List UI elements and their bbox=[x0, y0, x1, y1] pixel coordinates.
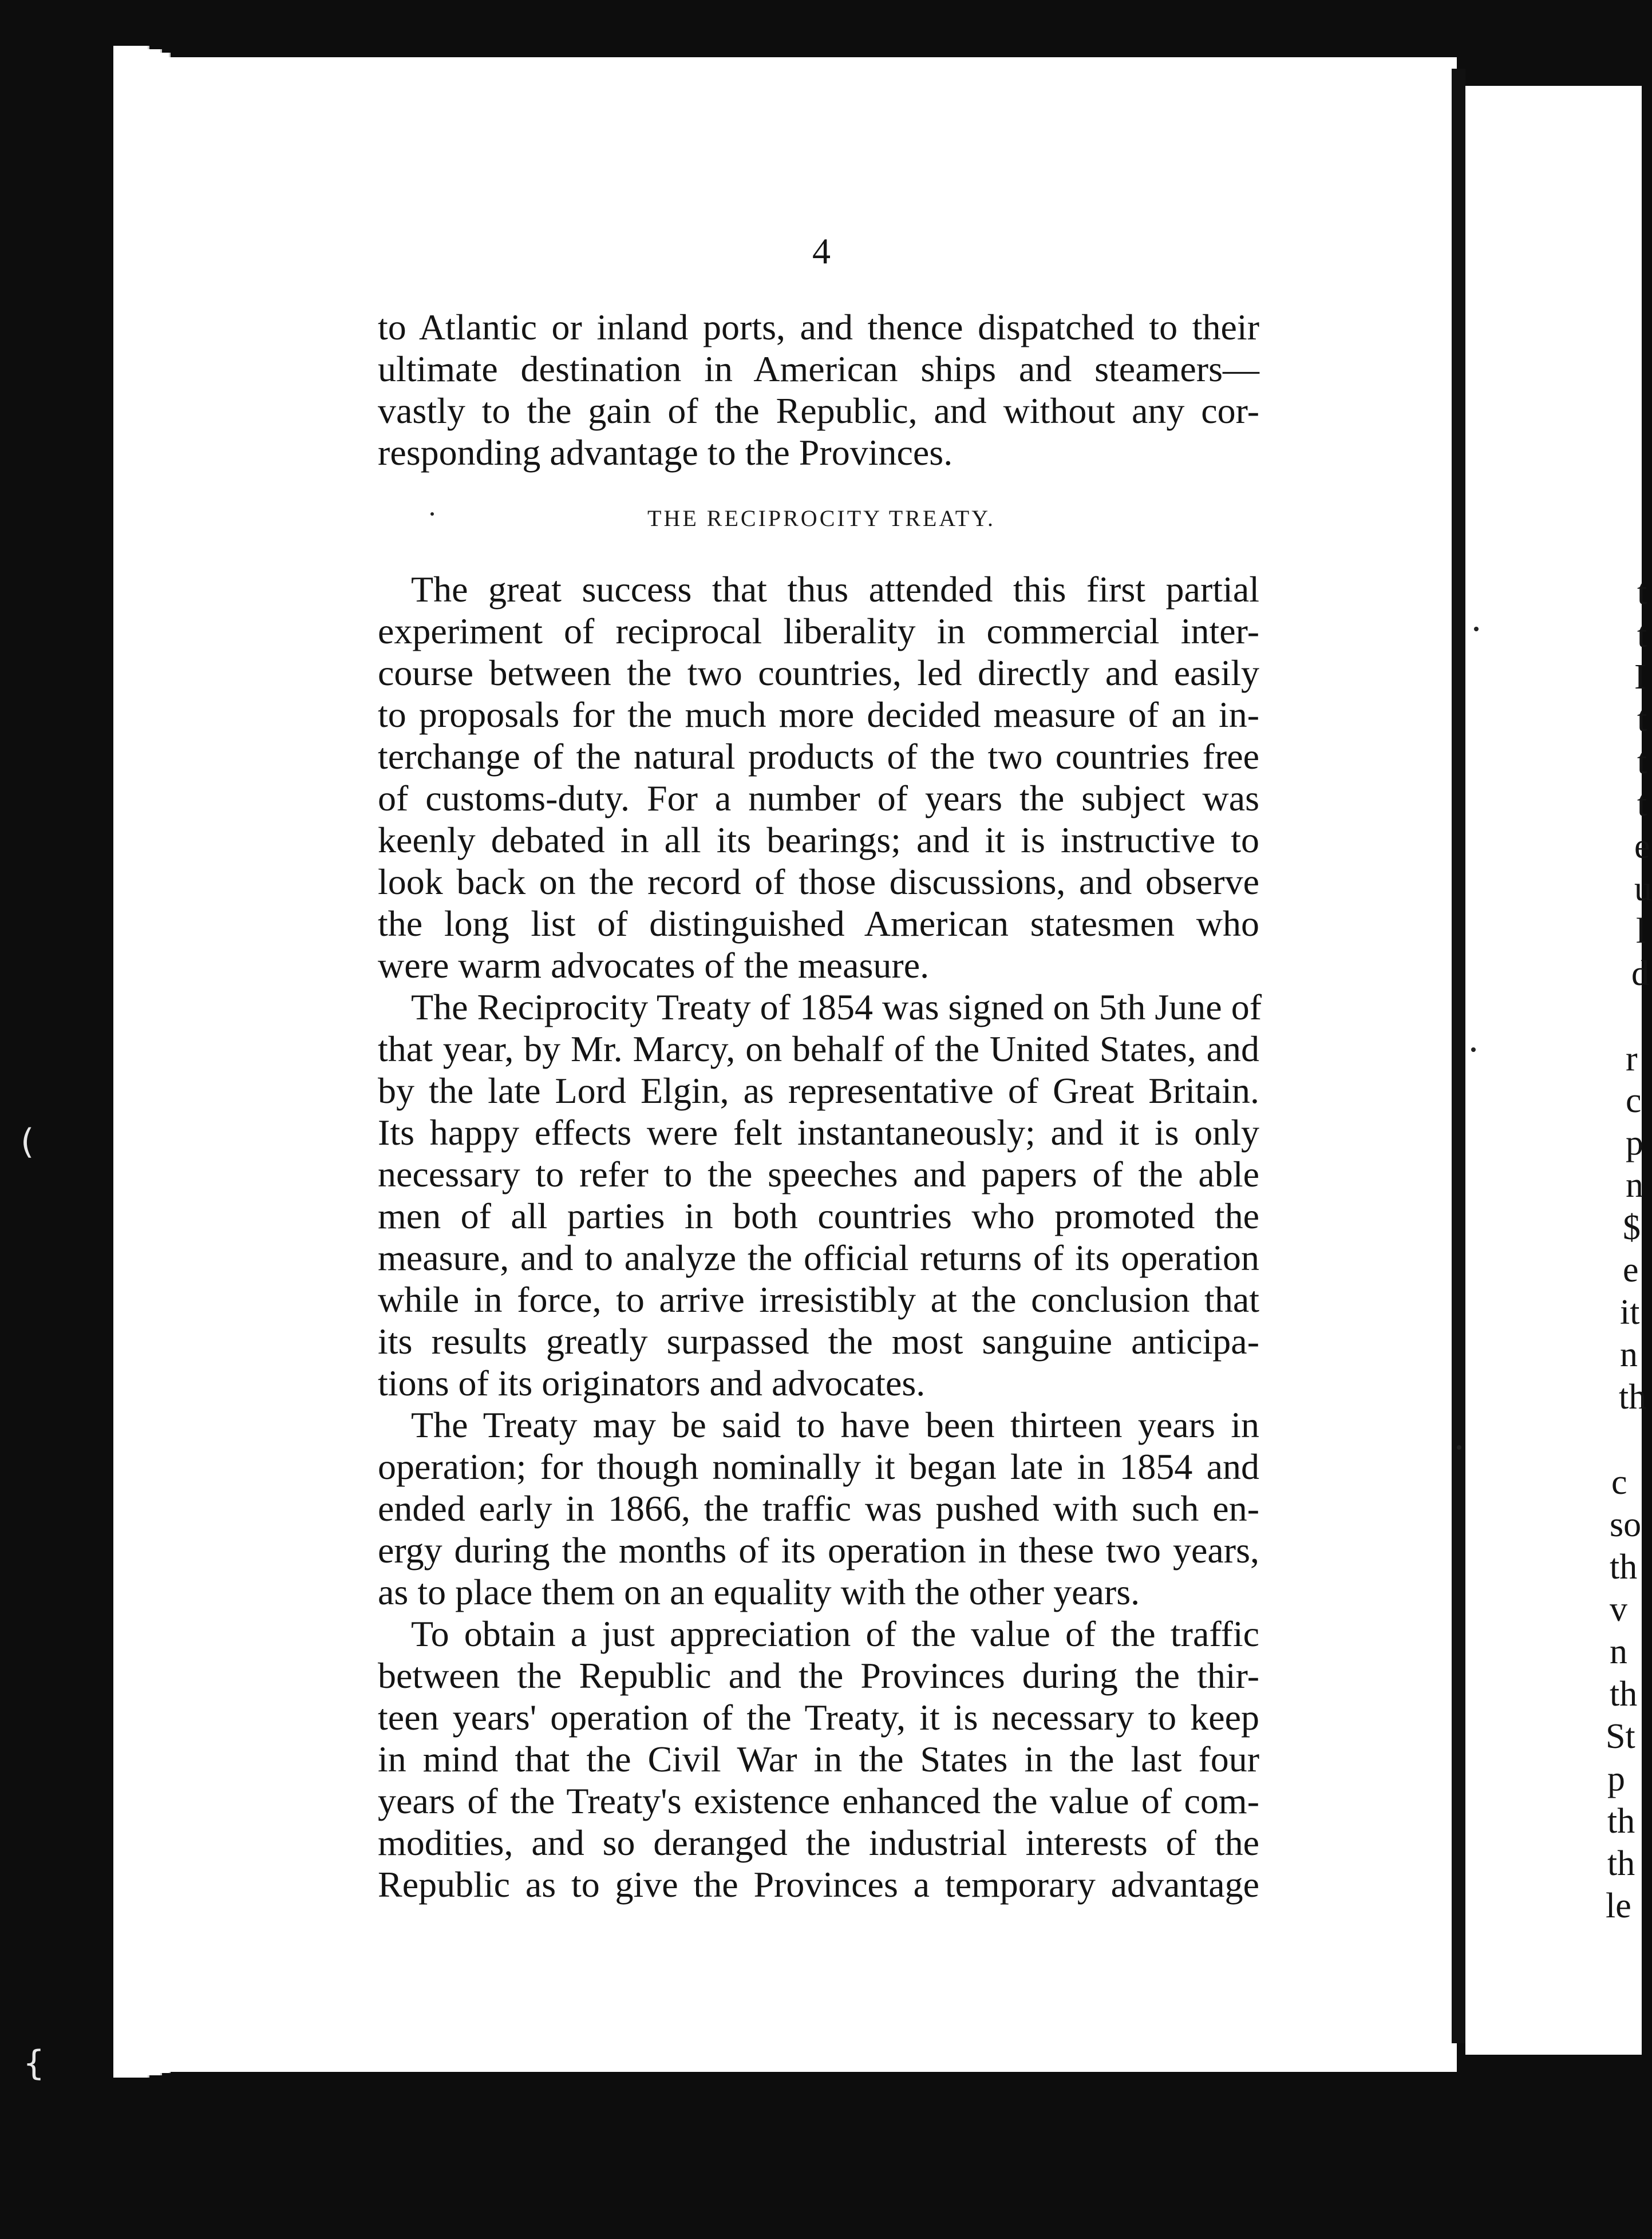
text-line: between the Republic and the Provinces during the thir- bbox=[378, 1655, 1259, 1696]
text-line: by the late Lord Elgin, as representative of Great Britain. bbox=[378, 1070, 1259, 1111]
text-line: were warm advocates of the measure. bbox=[378, 945, 930, 986]
scan-mark: ( bbox=[21, 1122, 34, 1162]
facing-text-fragment: t bbox=[1637, 700, 1647, 739]
text-line: to proposals for the much more decided measure of an in- bbox=[378, 694, 1259, 735]
text-line: men of all parties in both countries who promoted the bbox=[378, 1196, 1259, 1236]
facing-text-fragment: n bbox=[1610, 1632, 1627, 1671]
text-line: the long list of distinguished American statesmen who bbox=[378, 903, 1259, 944]
text-line: vastly to the gain of the Republic, and without any cor- bbox=[378, 390, 1259, 431]
facing-text-fragment: n bbox=[1620, 1335, 1638, 1374]
text-line: look back on the record of those discussions, and observe bbox=[378, 861, 1259, 902]
facing-text-fragment: t bbox=[1637, 742, 1647, 781]
page-number: 4 bbox=[812, 231, 831, 271]
text-line: as to place them on an equality with the other years. bbox=[378, 1572, 1140, 1612]
text-line: The Treaty may be said to have been thirteen years in bbox=[411, 1405, 1259, 1445]
facing-text-fragment: it bbox=[1620, 1293, 1640, 1332]
text-line: that year, by Mr. Marcy, on behalf of the United States, and bbox=[378, 1028, 1259, 1069]
text-line: measure, and to analyze the official returns of its operation bbox=[378, 1237, 1259, 1278]
text-line: responding advantage to the Provinces. bbox=[378, 432, 953, 473]
facing-text-fragment: u bbox=[1634, 869, 1652, 908]
text-line: of customs-duty. For a number of years the subject was bbox=[378, 778, 1259, 818]
facing-text-fragment: e bbox=[1634, 827, 1650, 866]
text-line: ultimate destination in American ships and steamers— bbox=[378, 349, 1259, 389]
facing-text-fragment: St bbox=[1606, 1717, 1635, 1756]
facing-text-fragment: t bbox=[1637, 616, 1647, 655]
facing-text-fragment: th bbox=[1610, 1548, 1638, 1587]
scan-mark: { bbox=[23, 2043, 45, 2083]
facing-text-fragment: so bbox=[1610, 1505, 1642, 1544]
facing-text-fragment: p bbox=[1607, 1759, 1625, 1798]
text-line: The great success that thus attended this first partial bbox=[411, 569, 1259, 610]
text-line: experiment of reciprocal liberality in commercial inter- bbox=[378, 611, 1259, 651]
text-line: terchange of the natural products of the two countries free bbox=[378, 736, 1259, 777]
text-line: necessary to refer to the speeches and papers of the able bbox=[378, 1154, 1259, 1194]
text-line: to Atlantic or inland ports, and thence dispatched to their bbox=[378, 307, 1259, 347]
facing-text-fragment: n bbox=[1626, 1166, 1643, 1205]
text-line: operation; for though nominally it began late in 1854 and bbox=[378, 1446, 1259, 1487]
facing-text-fragment: th bbox=[1619, 1378, 1647, 1417]
text-line: keenly debated in all its bearings; and it is instructive to bbox=[378, 820, 1259, 860]
facing-text-fragment: v bbox=[1610, 1590, 1627, 1629]
text-line: while in force, to arrive irresistibly at the conclusion that bbox=[378, 1279, 1259, 1320]
text-line: years of the Treaty's existence enhanced the value of com- bbox=[378, 1781, 1259, 1821]
text-line: Its happy effects were felt instantaneously; and it is only bbox=[378, 1112, 1259, 1153]
facing-text-fragment: t bbox=[1637, 785, 1647, 824]
facing-text-fragment: c bbox=[1626, 1081, 1642, 1120]
text-line: Republic as to give the Provinces a temporary advantage bbox=[378, 1864, 1259, 1905]
facing-text-fragment: $ bbox=[1623, 1208, 1641, 1247]
text-line: To obtain a just appreciation of the value of the traffic bbox=[411, 1613, 1259, 1654]
facing-text-fragment: p bbox=[1626, 1124, 1643, 1162]
speck bbox=[1474, 627, 1479, 631]
speck bbox=[1471, 1047, 1476, 1052]
text-line: its results greatly surpassed the most sanguine anticipa- bbox=[378, 1321, 1259, 1362]
text-line: modities, and so deranged the industrial interests of the bbox=[378, 1822, 1259, 1863]
text-line: teen years' operation of the Treaty, it is necessary to keep bbox=[378, 1697, 1259, 1738]
text-line: The Reciprocity Treaty of 1854 was signed on 5th June of bbox=[411, 987, 1262, 1027]
section-heading: THE RECIPROCITY TREATY. bbox=[647, 505, 995, 531]
text-line: tions of its originators and advocates. bbox=[378, 1363, 926, 1403]
facing-text-fragment: th bbox=[1607, 1802, 1635, 1841]
facing-text-fragment: le bbox=[1606, 1886, 1631, 1925]
facing-text-fragment: l bbox=[1636, 912, 1646, 951]
facing-text-fragment: d bbox=[1631, 954, 1649, 993]
binding-gutter bbox=[1452, 69, 1465, 2043]
text-line: ergy during the months of its operation in these two years, bbox=[378, 1530, 1259, 1571]
facing-text-fragment: th bbox=[1607, 1844, 1635, 1883]
facing-text-fragment: r bbox=[1626, 1039, 1638, 1078]
text-line: course between the two countries, led directly and easily bbox=[378, 652, 1259, 693]
text-line: in mind that the Civil War in the States in the last four bbox=[378, 1739, 1259, 1779]
facing-text-fragment: I bbox=[1634, 658, 1646, 697]
text-line: ended early in 1866, the traffic was pushed with such en- bbox=[378, 1488, 1259, 1529]
speck bbox=[1457, 1445, 1461, 1450]
facing-text-fragment: c bbox=[1611, 1463, 1627, 1502]
facing-text-fragment: e bbox=[1623, 1251, 1639, 1289]
facing-text-fragment: t bbox=[1637, 573, 1647, 612]
facing-text-fragment: th bbox=[1610, 1675, 1638, 1714]
